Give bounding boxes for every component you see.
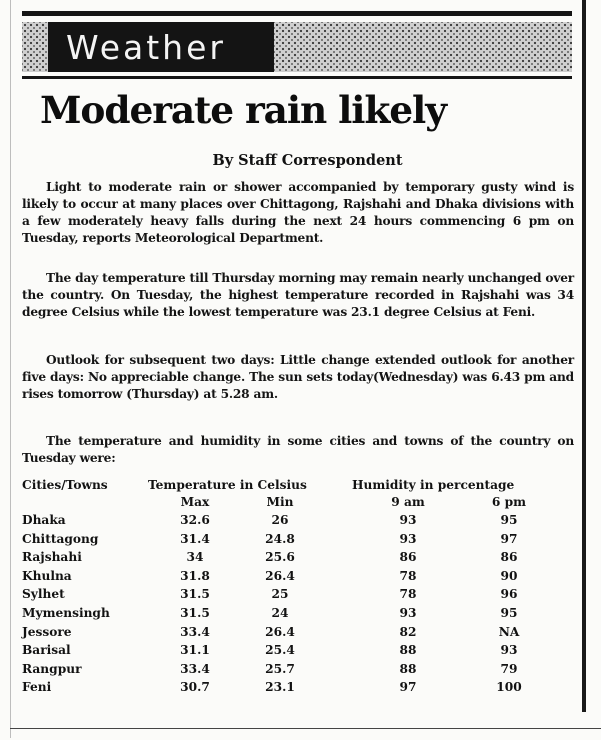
cell-humidity-9am: 88 (399, 643, 417, 658)
clipping-right-border (582, 0, 586, 712)
table-row (22, 678, 574, 697)
cell-min: 23.1 (265, 680, 295, 695)
cell-city: Feni (22, 680, 52, 695)
byline: By Staff Correspondent (212, 152, 403, 169)
cell-min: 26 (271, 513, 289, 527)
cell-city: Chittagong (22, 531, 99, 546)
headline: Moderate rain likely (40, 88, 446, 132)
cell-max: 33.4 (180, 624, 210, 639)
cell-city: Khulna (22, 568, 72, 583)
cell-humidity-6pm: 95 (500, 513, 518, 527)
table-header-row (22, 477, 574, 494)
cell-humidity-6pm: 79 (500, 661, 518, 676)
cell-max: 31.1 (180, 643, 210, 658)
cell-humidity-9am: 78 (399, 568, 417, 583)
cell-city: Mymensingh (22, 605, 110, 620)
table-row (22, 511, 574, 530)
cell-min: 26.4 (265, 568, 295, 583)
table-row (22, 548, 574, 567)
cell-humidity-6pm: 100 (496, 680, 522, 695)
cell-min: 25.7 (265, 661, 295, 676)
clipping-bottom-border (10, 728, 601, 729)
cell-humidity-6pm: 93 (500, 643, 518, 658)
cell-max: 31.4 (180, 531, 210, 546)
cell-city: Jessore (22, 624, 72, 639)
paragraph-temperature: The day temperature till Thursday morning may remain nearly unchanged over the country. On Tuesday, the highest temperature recorded in Rajshahi was 34 degree Celsius while the lowest temperature was 23.1 degree Celsius at Feni. (22, 271, 574, 319)
cell-min: 24 (271, 605, 289, 620)
header-min: Min (266, 495, 294, 509)
cell-city: Barisal (22, 643, 71, 658)
cell-max: 30.7 (180, 680, 210, 695)
banner-bottom-rule (22, 76, 572, 79)
cell-min: 25.6 (265, 550, 295, 565)
section-label: Weather (66, 27, 226, 67)
paragraph-forecast: Light to moderate rain or shower accompanied by temporary gusty wind is likely to occur at many places over Chittagong, Rajshahi and Dhaka divisions with a few moderately heavy falls during the next 24 hours commencing 6 pm on Tuesday, reports Meteorological Department. (22, 180, 574, 245)
cell-humidity-9am: 97 (399, 680, 417, 695)
paragraph-outlook: Outlook for subsequent two days: Little change extended outlook for another five days: No appreciable change. The sun sets today(Wednesday) was 6.43 pm and rises tomorrow (Thursday) at 5.28 am. (22, 353, 574, 401)
cell-humidity-9am: 82 (399, 624, 417, 639)
paragraph-table-intro: The temperature and humidity in some cities and towns of the country on Tuesday were: (22, 434, 574, 465)
cell-min: 24.8 (265, 531, 295, 546)
cell-city: Rajshahi (22, 550, 82, 565)
table-row (22, 585, 574, 604)
cell-humidity-9am: 93 (399, 513, 417, 527)
cell-humidity-6pm: 95 (500, 605, 518, 620)
table-row (22, 660, 574, 679)
cell-max: 31.5 (180, 605, 210, 620)
table-row (22, 567, 574, 586)
cell-humidity-6pm: 97 (500, 531, 518, 546)
cell-humidity-9am: 86 (399, 550, 417, 565)
cell-humidity-6pm: 86 (500, 550, 518, 565)
table-row (22, 530, 574, 549)
cell-humidity-9am: 78 (399, 587, 417, 602)
cell-max: 31.5 (180, 587, 210, 602)
header-6pm: 6 pm (491, 495, 527, 509)
table-row (22, 604, 574, 623)
clipping-left-border (10, 0, 11, 738)
cell-humidity-6pm: NA (498, 624, 520, 639)
banner-top-rule (22, 11, 572, 16)
table-row (22, 623, 574, 642)
cell-min: 25.4 (265, 643, 295, 658)
cell-humidity-6pm: 96 (500, 587, 518, 602)
cell-humidity-9am: 93 (399, 531, 417, 546)
header-max: Max (180, 495, 210, 509)
cell-max: 32.6 (180, 513, 210, 527)
table-row (22, 641, 574, 660)
table-subheader-row (22, 494, 574, 510)
cell-min: 26.4 (265, 624, 295, 639)
cell-humidity-9am: 93 (399, 605, 417, 620)
header-temperature: Temperature in Celsius (148, 478, 307, 492)
cell-city: Sylhet (22, 587, 65, 602)
cell-humidity-6pm: 90 (500, 568, 518, 583)
header-humidity: Humidity in percentage (352, 478, 515, 492)
cell-city: Dhaka (22, 513, 66, 527)
cell-max: 33.4 (180, 661, 210, 676)
section-label-box (48, 22, 274, 72)
table-body (22, 511, 574, 697)
cell-humidity-9am: 88 (399, 661, 417, 676)
header-cities: Cities/Towns (22, 478, 108, 492)
cell-max: 34 (186, 550, 204, 565)
cell-min: 25 (271, 587, 289, 602)
header-9am: 9 am (391, 495, 425, 509)
cell-max: 31.8 (180, 568, 210, 583)
cell-city: Rangpur (22, 661, 82, 676)
